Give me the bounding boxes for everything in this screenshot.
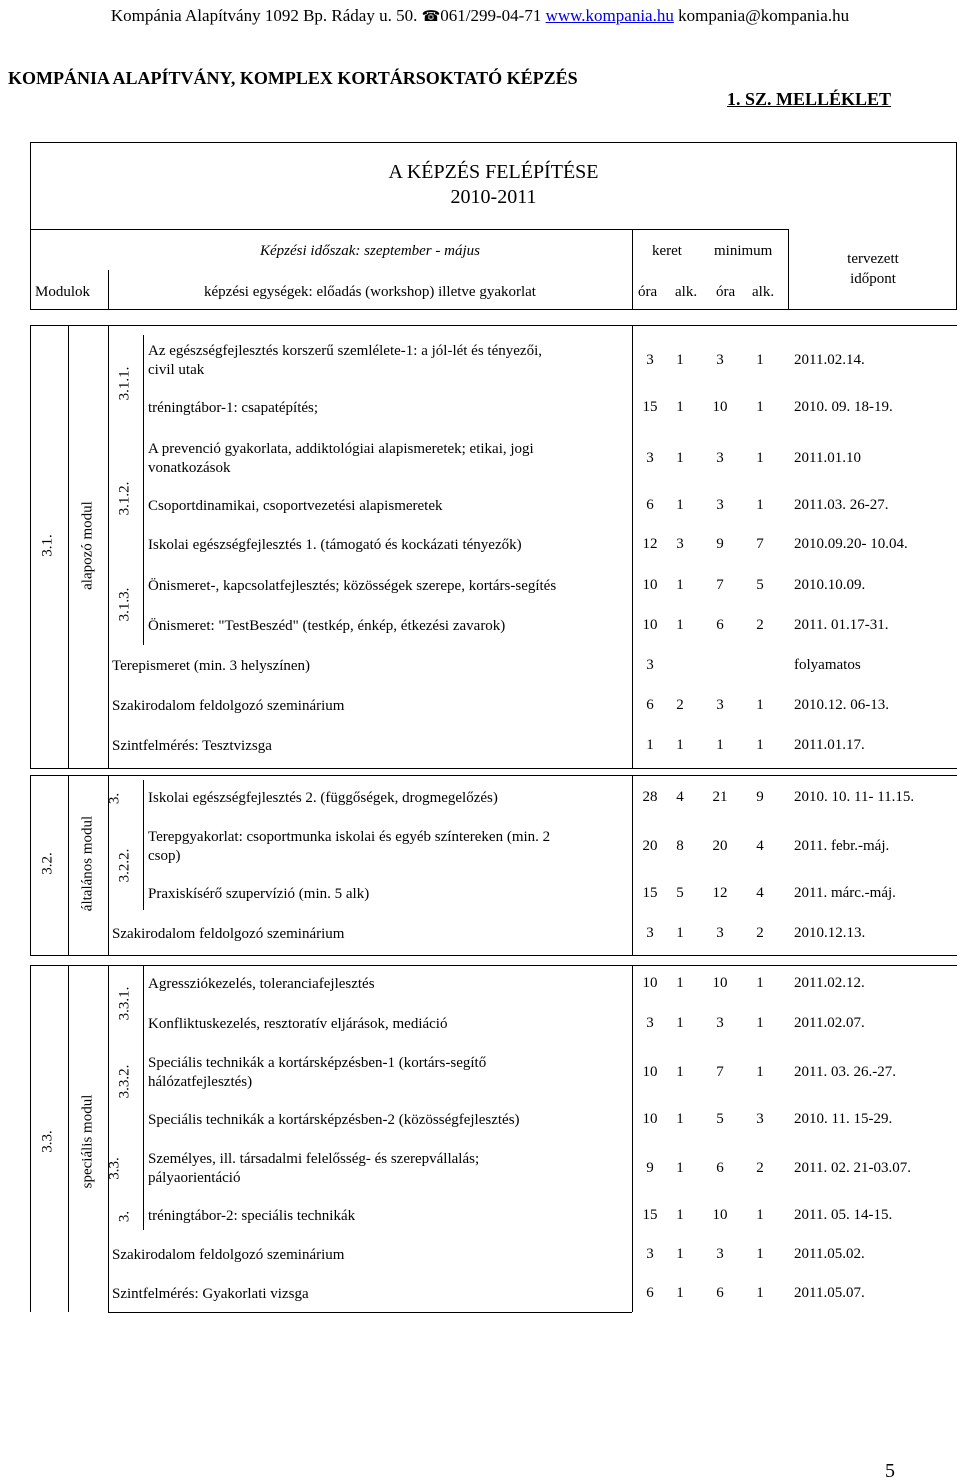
row-k-ora: 20 (642, 838, 658, 854)
row-k-alk: 1 (676, 1207, 684, 1223)
row-text: Agressziókezelés, toleranciafejlesztés (148, 976, 375, 992)
row-text: Személyes, ill. társadalmi felelősség- és szerepvállalás; (148, 1151, 480, 1167)
row-k-alk: 8 (676, 838, 684, 854)
row-text: Szintfelmérés: Gyakorlati vizsga (112, 1286, 309, 1302)
telephone-icon: ☎ (421, 9, 441, 25)
row-k-ora: 12 (642, 536, 658, 552)
module-code: 3.3. (39, 1130, 56, 1153)
row-m-alk: 9 (756, 789, 764, 805)
row-m-alk: 1 (756, 1207, 764, 1223)
subcode: 3.1.1. (116, 366, 133, 401)
row-text: Speciális technikák a kortársképzésben-2 (közösségfejlesztés) (148, 1112, 520, 1128)
row-k-alk: 1 (676, 399, 684, 415)
subcode: 3.1.3. (116, 587, 133, 622)
row-m-ora: 20 (712, 838, 728, 854)
phone-number: 061/299-04-71 (440, 6, 542, 25)
col-ora-2: óra (716, 284, 736, 300)
row-m-ora: 3 (716, 352, 724, 368)
row-k-ora: 15 (642, 399, 658, 415)
col-tervezett: tervezett (847, 251, 899, 267)
subcode: 3. (116, 1210, 133, 1223)
row-k-ora: 28 (642, 789, 658, 805)
row-date: 2011.02.12. (794, 975, 865, 991)
row-text-cont: civil utak (148, 362, 205, 378)
row-k-ora: 10 (642, 975, 658, 991)
row-k-ora: 15 (642, 885, 658, 901)
row-m-ora: 7 (716, 1064, 724, 1080)
module-name: általános modul (79, 815, 96, 912)
row-text: Szakirodalom feldolgozó szeminárium (112, 1247, 345, 1263)
website-link[interactable]: www.kompania.hu (545, 6, 674, 25)
table-year: 2010-2011 (450, 186, 537, 208)
subcode: 3.3. (106, 1157, 123, 1180)
row-k-ora: 15 (642, 1207, 658, 1223)
row-date: 2010.10.09. (794, 577, 866, 593)
row-k-alk: 5 (676, 885, 684, 901)
row-k-ora: 10 (642, 577, 658, 593)
table-title: A KÉPZÉS FELÉPÍTÉSE (388, 161, 599, 183)
row-m-ora: 3 (716, 1246, 724, 1262)
module-code: 3.1. (39, 534, 56, 557)
row-k-ora: 6 (646, 1285, 654, 1301)
row-m-ora: 3 (716, 1015, 724, 1031)
row-k-ora: 10 (642, 1111, 658, 1127)
row-k-alk: 1 (676, 352, 684, 368)
row-k-ora: 10 (642, 617, 658, 633)
row-text: Praxiskísérő szupervízió (min. 5 alk) (148, 886, 370, 902)
row-text-cont: vonatkozások (148, 460, 231, 476)
row-date: 2010.12. 06-13. (794, 697, 889, 713)
row-k-ora: 3 (646, 1015, 654, 1031)
row-m-alk: 1 (756, 450, 764, 466)
row-k-alk: 1 (676, 497, 684, 513)
row-date: 2011.01.17. (794, 737, 865, 753)
org-address: Kompánia Alapítvány 1092 Bp. Ráday u. 50. (110, 6, 418, 25)
row-k-alk: 4 (676, 789, 684, 805)
row-k-alk: 1 (676, 577, 684, 593)
row-m-alk: 4 (756, 838, 764, 854)
row-k-alk: 1 (676, 617, 684, 633)
row-text: Önismeret-, kapcsolatfejlesztés; közösségek szerepe, kortárs-segítés (148, 578, 557, 594)
page-header (0, 6, 960, 26)
subcode: 3.1.2. (116, 481, 133, 516)
row-m-ora: 3 (716, 697, 724, 713)
row-m-alk: 4 (756, 885, 764, 901)
row-m-alk: 2 (756, 925, 764, 941)
row-text: Iskolai egészségfejlesztés 1. (támogató és kockázati tényezők) (148, 537, 522, 553)
document-title: KOMPÁNIA ALAPÍTVÁNY, KOMPLEX KORTÁRSOKTATÓ KÉPZÉS (8, 68, 578, 88)
row-k-ora: 3 (646, 450, 654, 466)
row-m-alk: 5 (756, 577, 764, 593)
row-date: 2011.03. 26-27. (794, 497, 889, 513)
row-text: Csoportdinamikai, csoportvezetési alapismeretek (148, 498, 443, 514)
col-keret: keret (652, 243, 682, 259)
row-k-ora: 3 (646, 352, 654, 368)
row-k-alk: 1 (676, 1285, 684, 1301)
row-text-cont: hálózatfejlesztés) (148, 1074, 253, 1090)
row-m-ora: 6 (716, 617, 724, 633)
page-number: 5 (885, 1460, 895, 1482)
row-date: 2011.02.14. (794, 352, 865, 368)
row-date: 2011.01.10 (794, 450, 861, 466)
row-m-ora: 1 (716, 737, 724, 753)
row-k-alk: 1 (676, 1160, 684, 1176)
row-m-ora: 12 (712, 885, 728, 901)
row-m-ora: 3 (716, 925, 724, 941)
row-k-ora: 3 (646, 925, 654, 941)
module-name: alapozó modul (79, 501, 96, 590)
row-text: tréningtábor-2: speciális technikák (148, 1208, 356, 1224)
row-text: Önismeret: "TestBeszéd" (testkép, énkép, étkezési zavarok) (148, 618, 506, 634)
subcode: 3.3.2. (116, 1064, 133, 1099)
col-egysegek: képzési egységek: előadás (workshop) illetve gyakorlat (204, 284, 536, 300)
row-k-ora: 6 (646, 497, 654, 513)
row-date: 2011. 03. 26.-27. (794, 1064, 896, 1080)
col-minimum: minimum (714, 243, 773, 259)
module-code: 3.2. (39, 852, 56, 875)
row-m-alk: 1 (756, 1246, 764, 1262)
row-k-ora: 3 (646, 657, 654, 673)
row-text-cont: pályaorientáció (148, 1170, 241, 1186)
row-m-ora: 10 (712, 975, 728, 991)
row-m-alk: 1 (756, 399, 764, 415)
row-m-ora: 3 (716, 497, 724, 513)
row-text: Szakirodalom feldolgozó szeminárium (112, 926, 345, 942)
row-text: Az egészségfejlesztés korszerű szemlélete-1: a jól-lét és tényezői, (148, 343, 542, 359)
row-m-ora: 6 (716, 1160, 724, 1176)
row-text: tréningtábor-1: csapatépítés; (148, 400, 319, 416)
row-m-ora: 5 (716, 1111, 724, 1127)
row-text-cont: csop) (148, 848, 181, 864)
row-date: 2011.05.07. (794, 1285, 865, 1301)
row-m-alk: 1 (756, 1285, 764, 1301)
annex-label: 1. SZ. MELLÉKLET (727, 89, 892, 109)
row-date: 2011. 02. 21-03.07. (794, 1160, 911, 1176)
row-m-alk: 1 (756, 497, 764, 513)
row-m-ora: 6 (716, 1285, 724, 1301)
row-k-alk: 2 (676, 697, 684, 713)
row-k-ora: 9 (646, 1160, 654, 1176)
row-date: 2011. márc.-máj. (794, 885, 896, 901)
row-date: 2010. 10. 11- 11.15. (794, 789, 915, 805)
row-m-alk: 1 (756, 697, 764, 713)
row-k-alk: 1 (676, 1246, 684, 1262)
row-k-alk: 1 (676, 925, 684, 941)
row-m-alk: 7 (756, 536, 764, 552)
row-text: Konfliktuskezelés, resztoratív eljárások, mediáció (148, 1016, 448, 1032)
row-date: folyamatos (794, 657, 861, 673)
row-text: Szakirodalom feldolgozó szeminárium (112, 698, 345, 714)
row-m-alk: 1 (756, 975, 764, 991)
period-label: Képzési időszak: szeptember - május (260, 243, 480, 259)
row-date: 2011.05.02. (794, 1246, 865, 1262)
row-k-alk: 1 (676, 1015, 684, 1031)
row-k-alk: 1 (676, 737, 684, 753)
row-k-ora: 6 (646, 697, 654, 713)
row-m-ora: 10 (712, 1207, 728, 1223)
row-date: 2011.02.07. (794, 1015, 865, 1031)
row-text: Speciális technikák a kortársképzésben-1 (kortárs-segítő (148, 1055, 487, 1071)
row-m-alk: 1 (756, 1064, 764, 1080)
row-m-alk: 1 (756, 737, 764, 753)
row-m-ora: 9 (716, 536, 724, 552)
row-date: 2011. 05. 14-15. (794, 1207, 893, 1223)
row-k-alk: 1 (676, 1111, 684, 1127)
row-m-ora: 10 (712, 399, 728, 415)
row-k-ora: 3 (646, 1246, 654, 1262)
row-text: Terepismeret (min. 3 helyszínen) (112, 658, 311, 674)
subcode: 3.3.1. (116, 986, 133, 1021)
col-alk-2: alk. (752, 284, 775, 300)
row-m-alk: 1 (756, 1015, 764, 1031)
col-alk-1: alk. (675, 284, 698, 300)
row-m-alk: 1 (756, 352, 764, 368)
row-date: 2010.12.13. (794, 925, 866, 941)
row-k-alk: 1 (676, 450, 684, 466)
row-m-ora: 3 (716, 450, 724, 466)
subcode: 3. (106, 792, 123, 805)
row-k-alk: 3 (676, 536, 684, 552)
row-date: 2010.09.20- 10.04. (794, 536, 908, 552)
row-date: 2011. 01.17-31. (794, 617, 889, 633)
row-date: 2010. 09. 18-19. (794, 399, 893, 415)
row-k-alk: 1 (676, 975, 684, 991)
row-m-alk: 2 (756, 1160, 764, 1176)
row-text: Iskolai egészségfejlesztés 2. (függőségek, drogmegelőzés) (148, 790, 498, 806)
row-k-ora: 10 (642, 1064, 658, 1080)
col-ora-1: óra (638, 284, 658, 300)
row-date: 2010. 11. 15-29. (794, 1111, 893, 1127)
row-m-ora: 7 (716, 577, 724, 593)
row-text: Terepgyakorlat: csoportmunka iskolai és egyéb színtereken (min. 2 (148, 829, 551, 845)
email-address: kompania@kompania.hu (678, 6, 850, 25)
col-modulok: Modulok (35, 284, 91, 300)
col-idopont: időpont (850, 271, 896, 287)
row-k-ora: 1 (646, 737, 654, 753)
row-m-alk: 3 (756, 1111, 764, 1127)
row-date: 2011. febr.-máj. (794, 838, 890, 854)
row-k-alk: 1 (676, 1064, 684, 1080)
row-m-ora: 21 (712, 789, 728, 805)
row-text: Szintfelmérés: Tesztvizsga (112, 738, 272, 754)
row-text: A prevenció gyakorlata, addiktológiai alapismeretek; etikai, jogi (148, 441, 534, 457)
subcode: 3.2.2. (116, 848, 133, 883)
row-m-alk: 2 (756, 617, 764, 633)
module-name: speciális modul (79, 1094, 96, 1189)
